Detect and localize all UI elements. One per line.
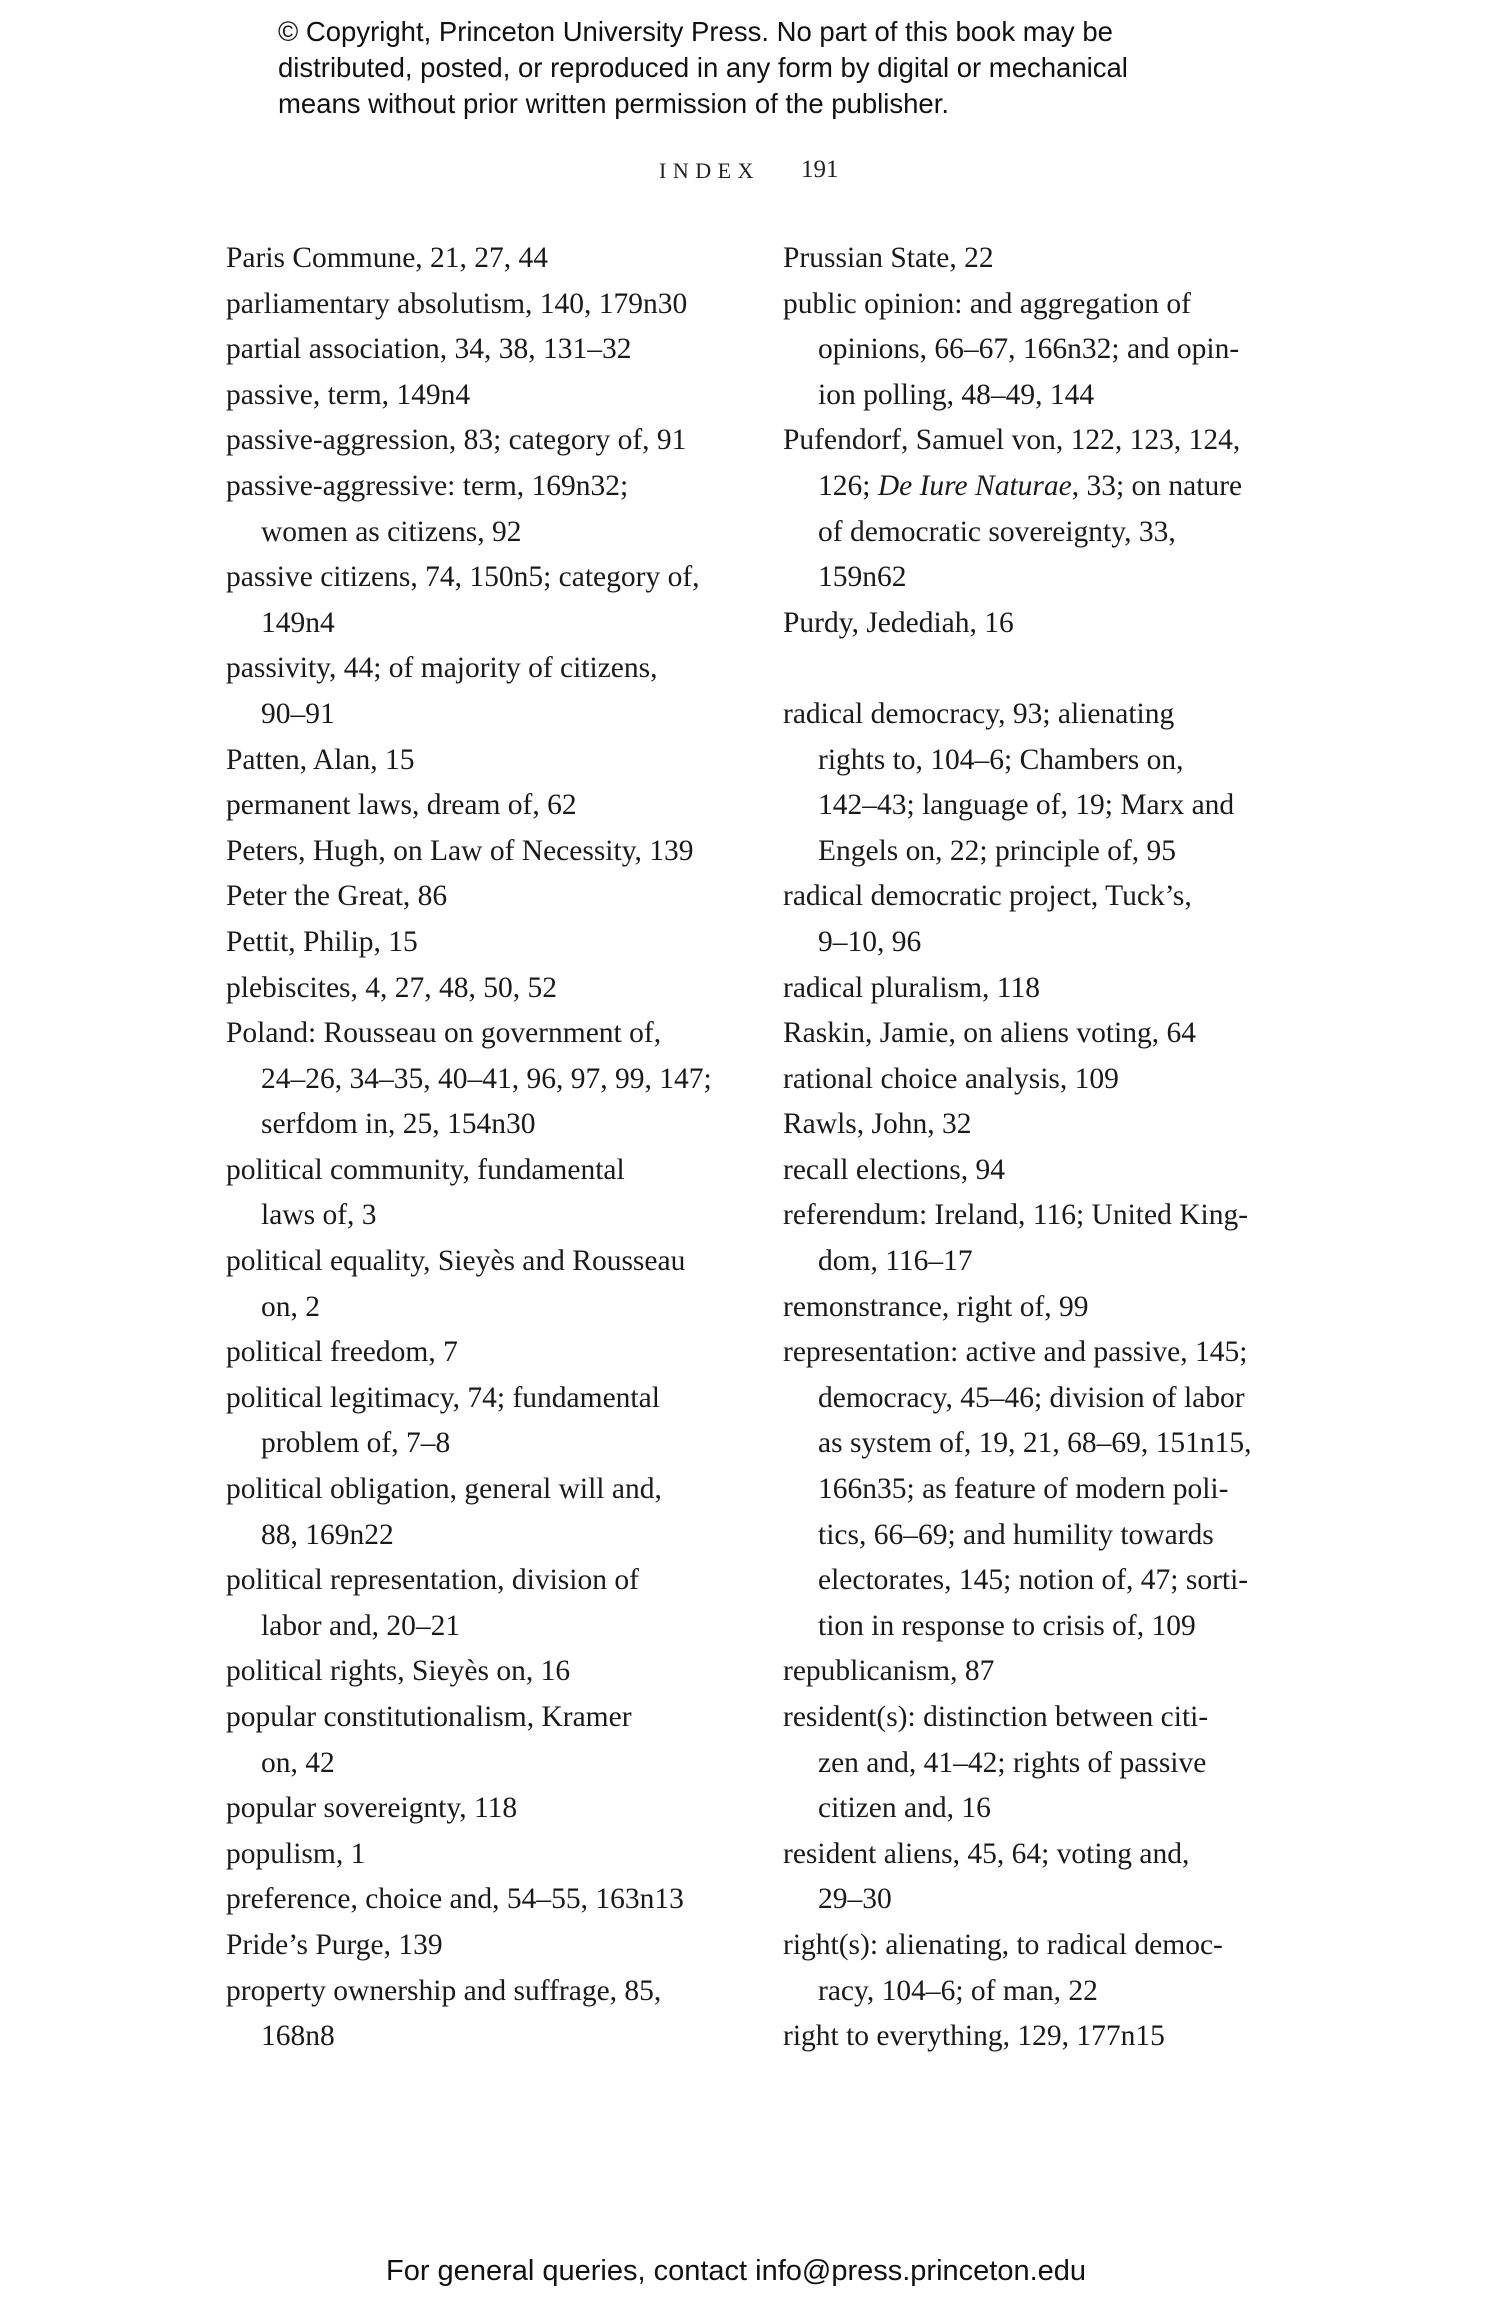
index-entry: political representation, division of [226,1564,639,1597]
index-entry-continuation: 168n8 [261,2020,335,2053]
index-entry: right(s): alienating, to radical democ- [783,1928,1223,1961]
index-entry-continuation: as system of, 19, 21, 68–69, 151n15, [818,1427,1252,1460]
copyright-line: distributed, posted, or reproduced in any form by digital or mechanical [278,52,1128,83]
index-entry-continuation: opinions, 66–67, 166n32; and opin- [818,333,1240,366]
index-entry: Purdy, Jedediah, 16 [783,606,1014,639]
index-entry: republicanism, 87 [783,1655,995,1688]
index-entry: Pride’s Purge, 139 [226,1928,443,1961]
index-entry: Pettit, Philip, 15 [226,925,418,958]
index-entry-continuation: 88, 169n22 [261,1518,394,1551]
index-entry: Pufendorf, Samuel von, 122, 123, 124, [783,424,1241,457]
index-entry-continuation: 90–91 [261,697,335,730]
index-entry-continuation: laws of, 3 [261,1199,377,1232]
copyright-line: means without prior written permission of the publisher. [278,88,950,119]
index-entry-continuation: 159n62 [818,561,907,594]
index-entry: public opinion: and aggregation of [783,287,1191,320]
index-entry-continuation [783,464,1303,510]
index-entry: Paris Commune, 21, 27, 44 [226,242,549,274]
index-entry: passive-aggressive: term, 169n32; [226,469,629,502]
entry-text: 126; [818,469,878,502]
index-entry-continuation: racy, 104–6; of man, 22 [818,1974,1098,2007]
page-number: 191 [801,156,839,183]
index-entry: representation: active and passive, 145; [783,1336,1248,1369]
index-entry-continuation: 9–10, 96 [818,925,922,958]
index-entry: radical pluralism, 118 [783,971,1040,1004]
index-entry: property ownership and suffrage, 85, [226,1974,662,2007]
index-entry: passive-aggression, 83; category of, 91 [226,424,687,457]
index-entry: political obligation, general will and, [226,1473,662,1506]
index-entry-continuation: electorates, 145; notion of, 47; sorti- [818,1564,1249,1597]
index-entry: Prussian State, 22 [783,242,994,274]
index-entry: Peter the Great, 86 [226,880,448,913]
index-entry: right to everything, 129, 177n15 [783,2020,1165,2053]
index-entry: passive, term, 149n4 [226,378,471,411]
index-entry: Rawls, John, 32 [783,1108,972,1141]
index-entry-continuation: citizen and, 16 [818,1792,991,1825]
index-entry: parliamentary absolutism, 140, 179n30 [226,287,688,320]
index-entry: passive citizens, 74, 150n5; category of, [226,561,700,594]
index-entry: popular sovereignty, 118 [226,1792,518,1825]
running-title: INDEX [659,158,760,183]
index-entry: political community, fundamental [226,1153,625,1186]
index-entry: remonstrance, right of, 99 [783,1290,1089,1323]
index-entry-continuation: 142–43; language of, 19; Marx and [818,789,1235,822]
index-entry: Raskin, Jamie, on aliens voting, 64 [783,1017,1196,1050]
index-entry: permanent laws, dream of, 62 [226,789,577,822]
index-entry: rational choice analysis, 109 [783,1062,1119,1095]
index-entry-continuation: 29–30 [818,1883,892,1916]
index-entry-continuation: of democratic sovereignty, 33, [818,515,1176,548]
index-entry-continuation: 149n4 [261,606,335,639]
index-entry: referendum: Ireland, 116; United King- [783,1199,1249,1232]
index-entry: recall elections, 94 [783,1153,1005,1186]
index-entry: political legitimacy, 74; fundamental [226,1381,660,1414]
index-entry: Patten, Alan, 15 [226,743,415,776]
index-entry-continuation: ion polling, 48–49, 144 [818,378,1095,411]
index-entry-continuation: on, 2 [261,1290,320,1323]
index-entry: radical democracy, 93; alienating [783,697,1175,730]
index-entry-continuation: tion in response to crisis of, 109 [818,1609,1196,1642]
index-entry: partial association, 34, 38, 131–32 [226,333,632,366]
index-entry-continuation: on, 42 [261,1746,335,1779]
index-entry: political freedom, 7 [226,1336,458,1369]
copyright-notice [278,14,1278,122]
copyright-line: © Copyright, Princeton University Press. No part of this book may be [278,16,1113,47]
index-entry-continuation: serfdom in, 25, 154n30 [261,1108,536,1141]
index-entry: preference, choice and, 54–55, 163n13 [226,1883,684,1916]
index-entry-continuation: labor and, 20–21 [261,1609,461,1642]
index-entry-continuation: problem of, 7–8 [261,1427,451,1460]
index-entry-continuation: dom, 116–17 [818,1245,973,1278]
entry-text: , 33; on nature [1071,469,1243,502]
index-entry: plebiscites, 4, 27, 48, 50, 52 [226,971,558,1004]
index-entry-continuation: women as citizens, 92 [261,515,522,548]
index-entry: resident aliens, 45, 64; voting and, [783,1837,1190,1870]
index-entry-continuation: Engels on, 22; principle of, 95 [818,834,1177,867]
index-entry: Peters, Hugh, on Law of Necessity, 139 [226,834,694,867]
index-entry-continuation: rights to, 104–6; Chambers on, [818,743,1184,776]
index-column-right [783,236,1303,2060]
index-entry-continuation: zen and, 41–42; rights of passive [818,1746,1207,1779]
running-head [0,152,1500,192]
index-entry: resident(s): distinction between citi- [783,1701,1209,1733]
index-entry-continuation: 166n35; as feature of modern poli- [818,1473,1229,1506]
index-entry-continuation: 24–26, 34–35, 40–41, 96, 97, 99, 147; [261,1062,712,1095]
index-entry: populism, 1 [226,1837,366,1870]
work-title: De Iure Naturae [877,469,1072,502]
index-entry-continuation: democracy, 45–46; division of labor [818,1381,1245,1414]
index-column-left [226,236,746,2060]
index-entry: Poland: Rousseau on government of, [226,1017,662,1050]
index-entry-continuation: tics, 66–69; and humility towards [818,1518,1214,1551]
index-entry: popular constitutionalism, Kramer [226,1701,632,1733]
index-entry: political equality, Sieyès and Rousseau [226,1245,686,1278]
index-entry [783,646,1303,692]
index-entry: political rights, Sieyès on, 16 [226,1655,571,1688]
footer-contact: For general queries, contact info@press.princeton.edu [386,2255,1087,2287]
index-entry: passivity, 44; of majority of citizens, [226,652,658,685]
index-entry: radical democratic project, Tuck’s, [783,880,1192,913]
